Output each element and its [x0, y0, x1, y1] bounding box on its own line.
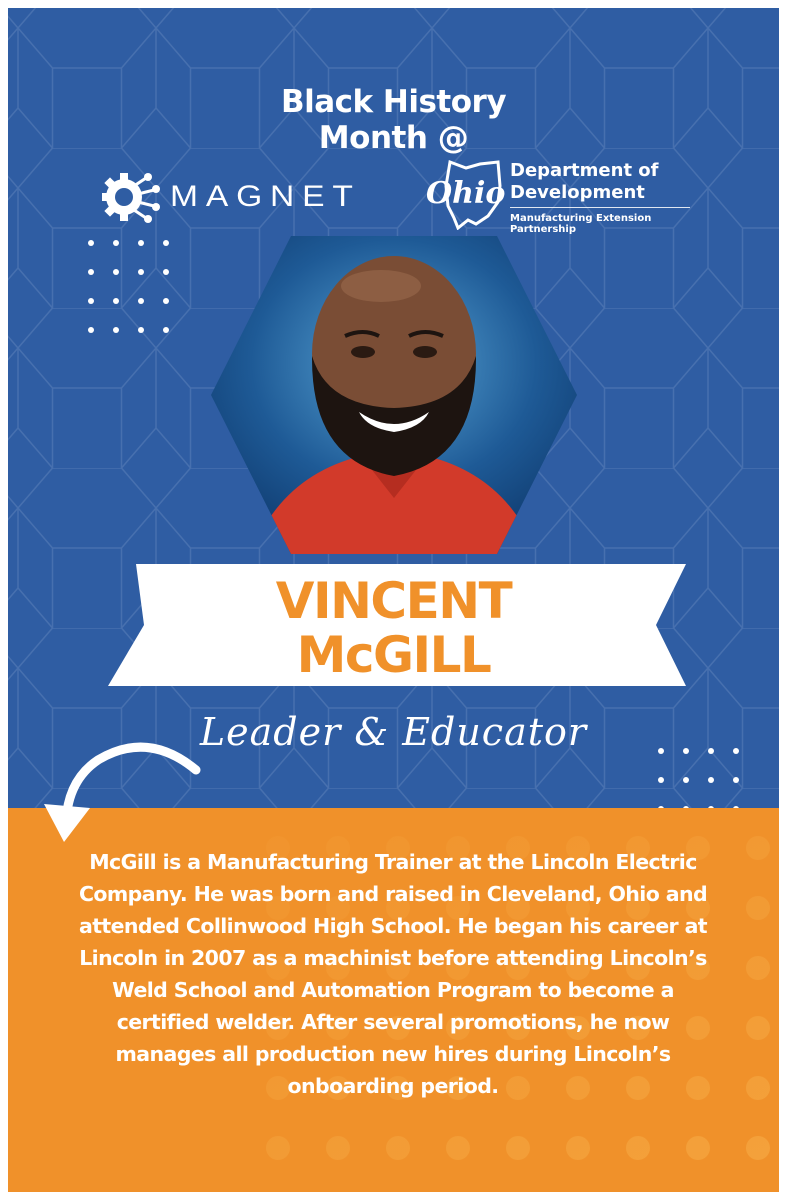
- top-panel: [8, 8, 779, 808]
- decor-dot: [163, 269, 169, 275]
- role-title: Leader & Educator: [199, 710, 588, 754]
- decor-dot: [733, 777, 739, 783]
- decor-dot: [113, 327, 119, 333]
- department-subtitle: Manufacturing Extension Partnership: [510, 213, 652, 235]
- decor-dot: [88, 327, 94, 333]
- decor-dot: [708, 777, 714, 783]
- department-name: [510, 160, 659, 204]
- poster: [8, 8, 779, 1192]
- first-name: VINCENT: [275, 572, 512, 630]
- portrait-photo: [211, 236, 577, 554]
- decor-dot: [138, 240, 144, 246]
- decor-dot: [163, 327, 169, 333]
- ohio-development-logo: [418, 158, 718, 238]
- magnet-logo: [100, 166, 380, 226]
- title-line1: Black History: [280, 84, 507, 120]
- last-name: McGILL: [296, 626, 491, 684]
- title-line2: Month @: [318, 120, 469, 156]
- department-divider: [510, 207, 690, 208]
- decor-dot: [163, 298, 169, 304]
- ohio-script-text: Ohio: [426, 176, 506, 211]
- decor-dot: [113, 269, 119, 275]
- magnet-wordmark: MAGNET: [170, 180, 361, 213]
- decor-dot: [113, 240, 119, 246]
- decor-dot: [88, 269, 94, 275]
- gear-circuit-icon: [100, 166, 162, 228]
- decor-dot: [113, 298, 119, 304]
- department-line2: Development: [510, 182, 645, 203]
- bio-text: McGill is a Manufacturing Trainer at the Lincoln Electric Company. He was born and raised in Cleveland, Ohio and attended Collinwood High School. He began his career at Lincoln in 2007 as a machinist before attending Lincoln’s Weld School and Automation Program to become a certified welder. After several promotions, he now manages all production new hires during Lincoln’s onboarding period.: [78, 850, 708, 1098]
- decor-dot: [88, 240, 94, 246]
- decor-dot: [138, 269, 144, 275]
- decor-dot: [138, 298, 144, 304]
- decor-dot: [138, 327, 144, 333]
- department-line1: Department of: [510, 160, 659, 181]
- decor-dot: [163, 240, 169, 246]
- dot-grid-upper: [88, 240, 178, 340]
- decor-dot: [683, 777, 689, 783]
- decor-dot: [88, 298, 94, 304]
- decor-dot: [658, 777, 664, 783]
- curved-arrow-icon: [38, 730, 208, 850]
